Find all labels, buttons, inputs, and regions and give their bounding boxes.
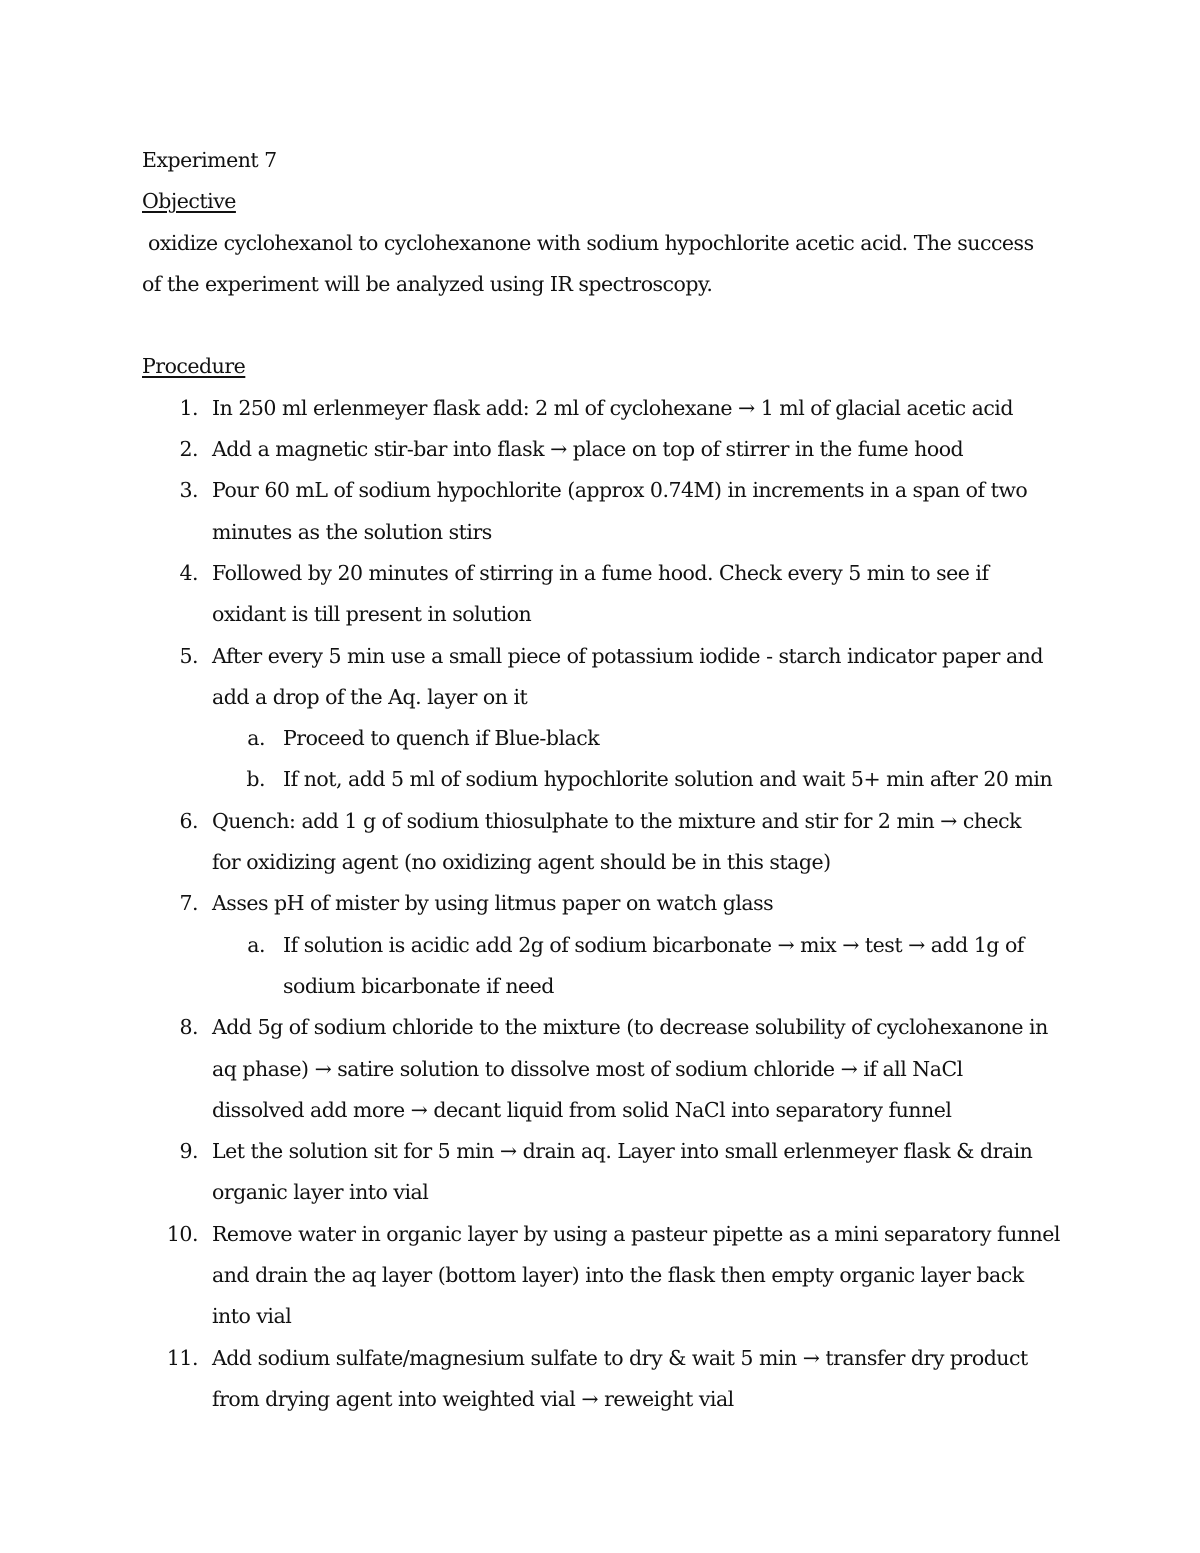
step-text-line: minutes as the solution stirs: [212, 519, 492, 544]
step-text-line: Add a magnetic stir-bar into flask → place on top of stirrer in the fume hood: [212, 437, 964, 462]
substep-letter: a.: [247, 726, 265, 751]
procedure-step: [142, 1007, 1072, 1131]
substep-text-line: Proceed to quench if Blue-black: [283, 726, 600, 751]
step-text-line: Add 5g of sodium chloride to the mixture (to decrease solubility of cyclohexanone in: [212, 1015, 1048, 1040]
step-text-line: Add sodium sulfate/magnesium sulfate to dry & wait 5 min → transfer dry product: [212, 1345, 1028, 1370]
step-number: 1.: [179, 395, 198, 420]
procedure-substep: [142, 759, 1072, 800]
step-text-line: Followed by 20 minutes of stirring in a fume hood. Check every 5 min to see if: [212, 560, 989, 585]
substep-text-line: If not, add 5 ml of sodium hypochlorite solution and wait 5+ min after 20 min: [283, 767, 1053, 792]
step-text-line: Remove water in organic layer by using a pasteur pipette as a mini separatory funnel: [212, 1221, 1060, 1246]
procedure-step: [142, 636, 1072, 719]
step-number: 7.: [179, 891, 198, 916]
procedure-step: [142, 470, 1072, 553]
objective-line: oxidize cyclohexanol to cyclohexanone with sodium hypochlorite acetic acid. The success: [142, 230, 1034, 255]
procedure-step: [142, 1131, 1072, 1214]
substep-letter: b.: [246, 767, 265, 792]
procedure-substep: [142, 925, 1072, 1008]
step-text-line: Pour 60 mL of sodium hypochlorite (approx 0.74M) in increments in a span of two: [212, 478, 1028, 503]
step-number: 3.: [179, 478, 198, 503]
step-number: 2.: [179, 437, 198, 462]
paragraph-gap: [142, 305, 1072, 346]
step-number: 8.: [179, 1015, 198, 1040]
procedure-heading: Procedure: [142, 354, 246, 379]
procedure-list: [142, 388, 1072, 1420]
step-text-line: In 250 ml erlenmeyer flask add: 2 ml of cyclohexane → 1 ml of glacial acetic acid: [212, 395, 1013, 420]
substep-letter: a.: [247, 932, 265, 957]
objective-heading: Objective: [142, 189, 236, 214]
procedure-substep: [142, 718, 1072, 759]
objective-line: of the experiment will be analyzed using IR spectroscopy.: [142, 271, 713, 296]
step-text-line: dissolved add more → decant liquid from solid NaCl into separatory funnel: [212, 1097, 952, 1122]
procedure-step: [142, 429, 1072, 470]
step-text-line: oxidant is till present in solution: [212, 602, 532, 627]
substep-text-line: If solution is acidic add 2g of sodium bicarbonate → mix → test → add 1g of: [283, 932, 1024, 957]
step-text-line: from drying agent into weighted vial → reweight vial: [212, 1386, 734, 1411]
procedure-step: [142, 801, 1072, 884]
step-number: 5.: [179, 643, 198, 668]
document-page: [142, 140, 1072, 1420]
substep-text-line: sodium bicarbonate if need: [283, 973, 554, 998]
procedure-step: [142, 553, 1072, 636]
procedure-step: [142, 1214, 1072, 1338]
step-text-line: organic layer into vial: [212, 1180, 429, 1205]
step-number: 4.: [179, 560, 198, 585]
step-text-line: add a drop of the Aq. layer on it: [212, 684, 528, 709]
objective-text: [142, 223, 1072, 306]
step-text-line: into vial: [212, 1304, 292, 1329]
step-text-line: Let the solution sit for 5 min → drain aq. Layer into small erlenmeyer flask & drain: [212, 1139, 1033, 1164]
step-text-line: Quench: add 1 g of sodium thiosulphate to the mixture and stir for 2 min → check: [212, 808, 1022, 833]
document-title: Experiment 7: [142, 148, 277, 172]
procedure-step: [142, 1338, 1072, 1421]
step-text-line: After every 5 min use a small piece of potassium iodide - starch indicator paper and: [212, 643, 1043, 668]
step-number: 9.: [179, 1139, 198, 1164]
step-number: 11.: [166, 1345, 198, 1370]
step-text-line: aq phase) → satire solution to dissolve most of sodium chloride → if all NaCl: [212, 1056, 963, 1081]
step-text-line: and drain the aq layer (bottom layer) into the flask then empty organic layer back: [212, 1263, 1024, 1288]
procedure-step: [142, 883, 1072, 924]
step-number: 10.: [166, 1221, 198, 1246]
step-text-line: for oxidizing agent (no oxidizing agent should be in this stage): [212, 850, 831, 875]
procedure-step: [142, 388, 1072, 429]
step-number: 6.: [179, 808, 198, 833]
step-text-line: Asses pH of mister by using litmus paper on watch glass: [212, 891, 774, 916]
